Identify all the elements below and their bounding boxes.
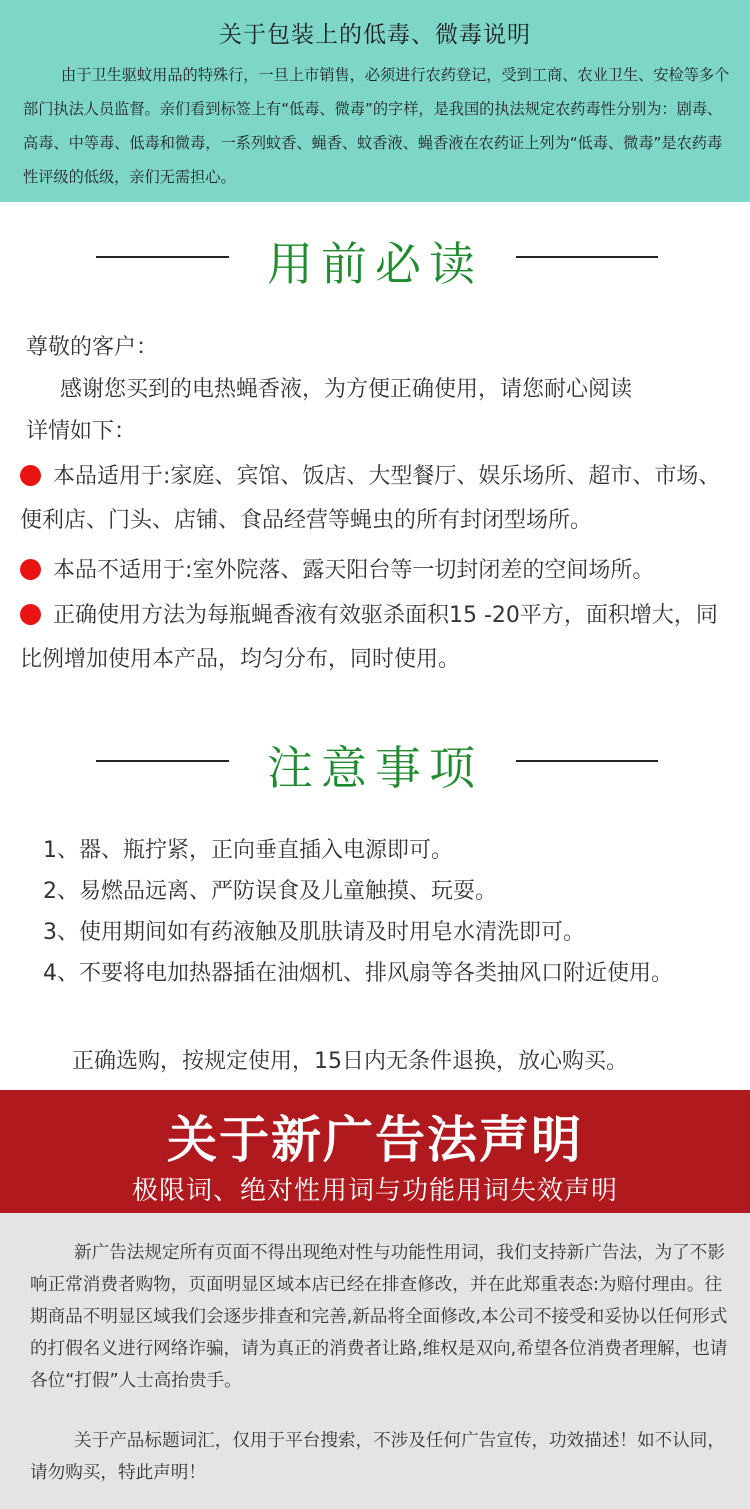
section-title: 用前必读: [267, 237, 483, 291]
precaution-item: 2、易燃品远离、严防误食及儿童触摸、玩耍。: [43, 879, 497, 904]
purchase-guarantee: 正确选购，按规定使用，15日内无条件退换，放心购买。: [72, 1049, 628, 1074]
banner-title: 关于新广告法声明: [167, 1111, 583, 1169]
precautions-heading: [0, 726, 750, 796]
red-bullet-icon: [20, 465, 41, 486]
bullet-text: 正确使用方法为每瓶蝇香液有效驱杀面积15 -20平方，面积增大，同比例增加使用本产品，均匀分布，同时使用。: [20, 603, 718, 672]
disclaimer-paragraph-1: 新广告法规定所有页面不得出现绝对性与功能性用词，我们支持新广告法，为了不影响正常消费者购物，页面明显区域本店已经在排查修改，并在此郑重表态:为赔付理由。往期商品不明显区域我们会逐步排查和完善,新品将全面修改,本公司不接受和妥协以任何形式的打假名义进行网络诈骗，请为真正的消费者让路,维权是双向,希望各位消费者理解，也请各位“打假”人士高抬贵手。: [30, 1243, 728, 1391]
thanks-line-2: 详情如下：: [26, 419, 137, 444]
precaution-item: 1、器、瓶拧紧，正向垂直插入电源即可。: [43, 838, 453, 863]
precaution-item: 4、不要将电加热器插在油烟机、排风扇等各类抽风口附近使用。: [43, 961, 673, 986]
bullet-usage: [20, 594, 735, 682]
greeting: 尊敬的客户：: [26, 335, 159, 360]
notice-body: 由于卫生驱蚊用品的特殊行，一旦上市销售，必须进行农药登记，受到工商、农业卫生、安检等多个部门执法人员监督。亲们看到标签上有“低毒、微毒”的字样，是我国的执法规定农药毒性分别为：剧毒、高毒、中等毒、低毒和微毒，一系列蚊香、蝇香、蚊香液、蝇香液在农药证上列为“低毒、微毒”是农药毒性评级的低级，亲们无需担心。: [23, 66, 730, 186]
bullet-applicable: [20, 455, 735, 543]
precautions-list: [43, 830, 733, 994]
read-before-use-heading: [0, 222, 750, 292]
bullet-not-applicable: [20, 549, 735, 593]
bullet-text: 本品不适用于:室外院落、露天阳台等一切封闭差的空间场所。: [53, 558, 655, 583]
heading-rule-right: [516, 256, 658, 258]
precaution-item: 3、使用期间如有药液触及肌肤请及时用皂水清洗即可。: [43, 920, 585, 945]
ad-law-banner: [0, 1090, 750, 1213]
toxicity-notice: [0, 0, 750, 202]
thanks-line-1: 感谢您买到的电热蝇香液，为方便正确使用，请您耐心阅读: [60, 377, 633, 402]
disclaimer-paragraph-2: 关于产品标题词汇，仅用于平台搜索，不涉及任何广告宣传，功效描述！如不认同，请勿购买，特此声明！: [30, 1431, 725, 1483]
heading-rule-right: [516, 760, 658, 762]
bullet-text: 本品适用于:家庭、宾馆、饭店、大型餐厅、娱乐场所、超市、市场、便利店、门头、店铺、食品经营等蝇虫的所有封闭型场所。: [20, 464, 721, 533]
section-title: 注意事项: [267, 741, 483, 795]
red-bullet-icon: [20, 604, 41, 625]
notice-title: 关于包装上的低毒、微毒说明: [219, 22, 531, 48]
banner-subtitle: 极限词、绝对性用词与功能用词失效声明: [131, 1176, 618, 1206]
red-bullet-icon: [20, 559, 41, 580]
ad-law-disclaimer: [0, 1213, 750, 1509]
